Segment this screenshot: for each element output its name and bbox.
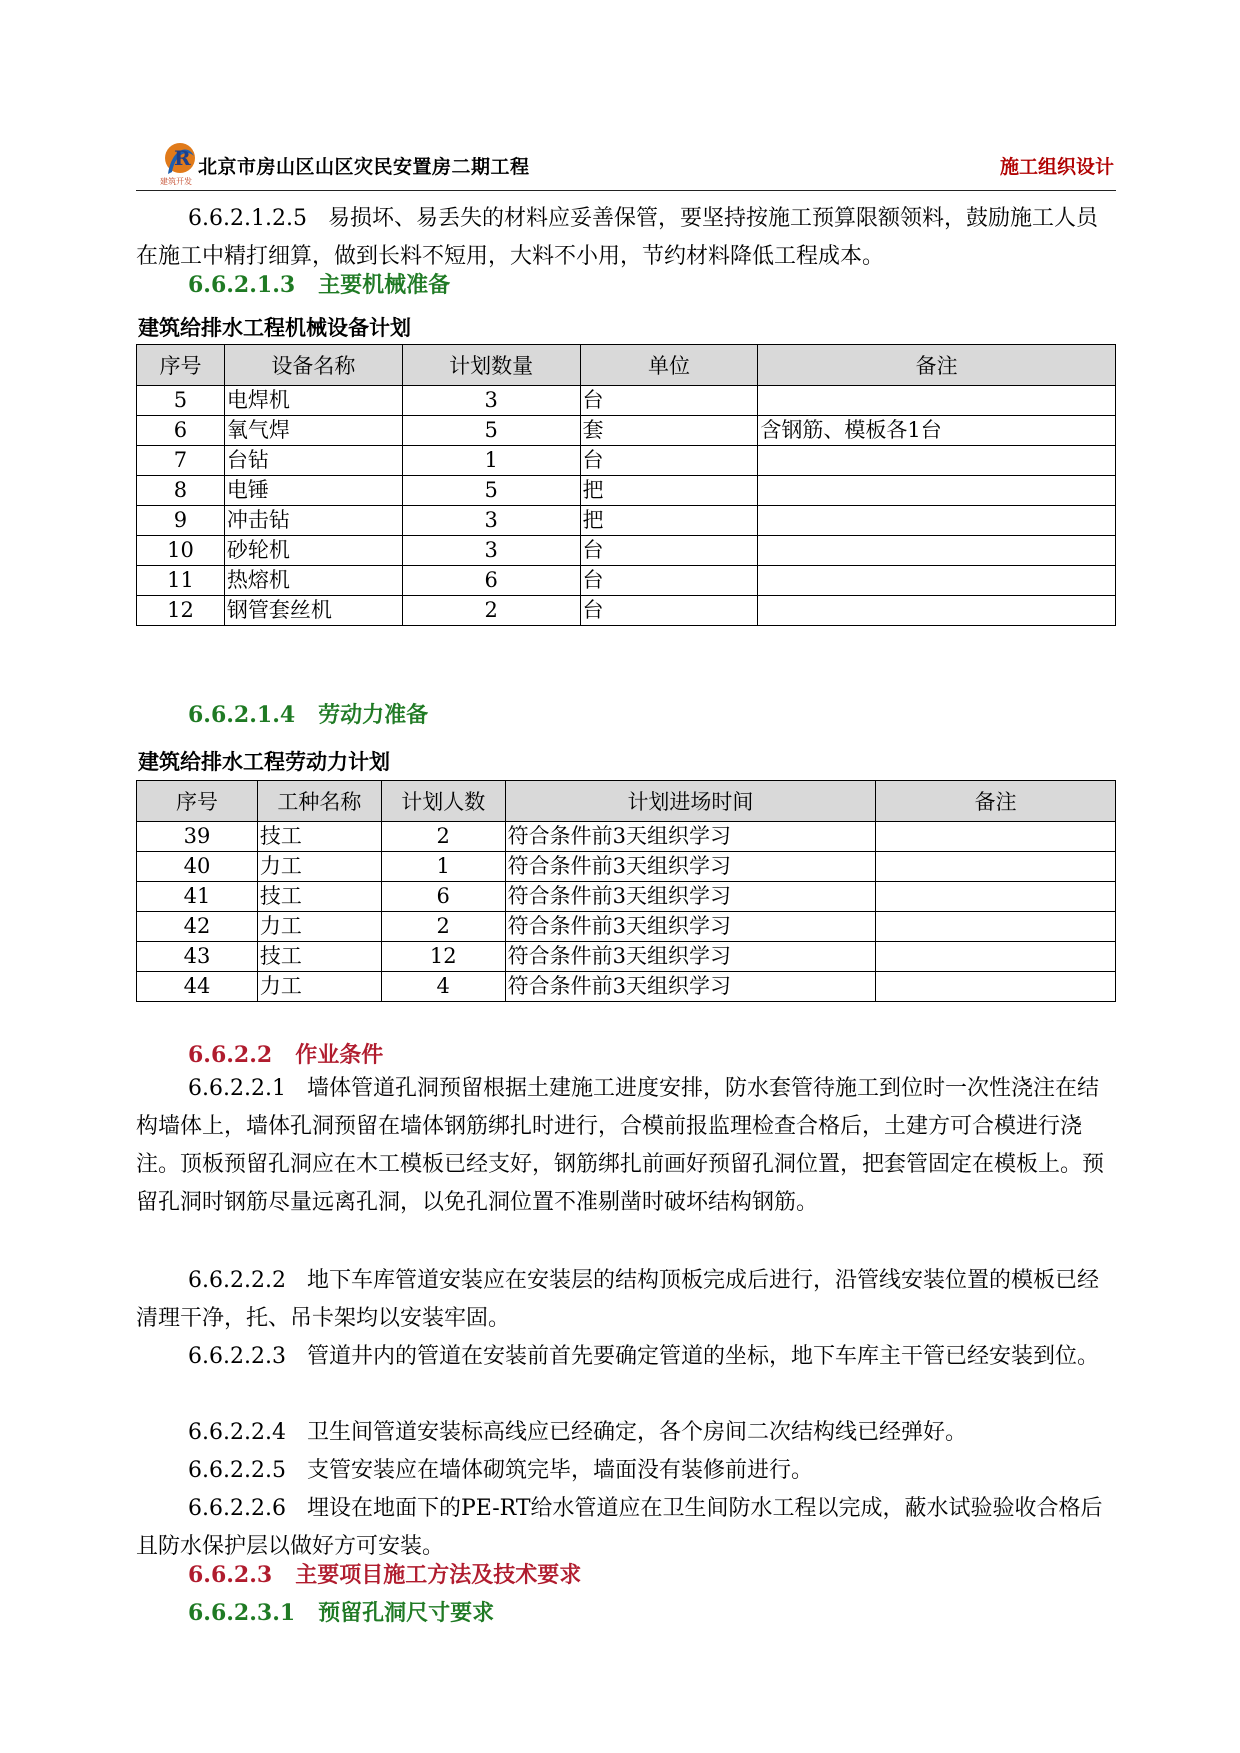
document-type-label: 施工组织设计 bbox=[999, 156, 1114, 178]
cell-entry-time: 符合条件前3天组织学习 bbox=[505, 852, 876, 882]
cell-remark bbox=[876, 822, 1116, 852]
table-row bbox=[137, 566, 1116, 596]
cell-headcount: 1 bbox=[381, 852, 505, 882]
table-row bbox=[137, 416, 1116, 446]
table-row bbox=[137, 386, 1116, 416]
cell-remark bbox=[876, 852, 1116, 882]
cell-no: 42 bbox=[137, 912, 258, 942]
cell-entry-time: 符合条件前3天组织学习 bbox=[505, 822, 876, 852]
table-header-row bbox=[137, 781, 1116, 822]
condition-number: 6.6.2.2.5 bbox=[188, 1458, 286, 1483]
logo-text: 建筑开发 bbox=[160, 177, 192, 186]
cell-unit: 台 bbox=[580, 596, 758, 626]
svg-text:R: R bbox=[174, 146, 191, 170]
cell-quantity: 2 bbox=[402, 596, 580, 626]
cell-trade: 技工 bbox=[257, 882, 381, 912]
col-header: 设备名称 bbox=[224, 345, 402, 386]
cell-unit: 台 bbox=[580, 566, 758, 596]
heading-machinery-title: 主要机械准备 bbox=[318, 272, 451, 298]
heading-methods-number: 6.6.2.3 bbox=[188, 1562, 273, 1588]
cell-unit: 台 bbox=[580, 536, 758, 566]
cell-equipment: 氧气焊 bbox=[224, 416, 402, 446]
condition-paragraph bbox=[136, 1070, 1116, 1222]
condition-paragraph bbox=[136, 1490, 1116, 1566]
heading-labor-number: 6.6.2.1.4 bbox=[188, 702, 296, 728]
cell-no: 43 bbox=[137, 942, 258, 972]
condition-paragraph bbox=[136, 1414, 1116, 1452]
heading-holes bbox=[188, 1596, 494, 1627]
cell-no: 5 bbox=[137, 386, 225, 416]
table-row bbox=[137, 912, 1116, 942]
condition-paragraph bbox=[136, 1262, 1116, 1338]
company-logo bbox=[158, 138, 200, 188]
col-header: 计划人数 bbox=[381, 781, 505, 822]
cell-remark bbox=[758, 476, 1116, 506]
condition-text: 支管安装应在墙体砌筑完毕，墙面没有装修前进行。 bbox=[306, 1458, 813, 1483]
cell-entry-time: 符合条件前3天组织学习 bbox=[505, 882, 876, 912]
table-row bbox=[137, 446, 1116, 476]
condition-paragraph bbox=[136, 1452, 1116, 1490]
cell-headcount: 6 bbox=[381, 882, 505, 912]
condition-text: 管道井内的管道在安装前首先要确定管道的坐标，地下车库主干管已经安装到位。 bbox=[306, 1344, 1099, 1369]
condition-number: 6.6.2.2.6 bbox=[188, 1496, 286, 1521]
col-header: 序号 bbox=[137, 781, 258, 822]
condition-paragraph bbox=[136, 1338, 1116, 1376]
heading-methods bbox=[188, 1558, 581, 1589]
cell-entry-time: 符合条件前3天组织学习 bbox=[505, 972, 876, 1002]
cell-no: 8 bbox=[137, 476, 225, 506]
cell-no: 12 bbox=[137, 596, 225, 626]
heading-machinery-number: 6.6.2.1.3 bbox=[188, 272, 296, 298]
cell-remark bbox=[758, 536, 1116, 566]
cell-unit: 台 bbox=[580, 446, 758, 476]
cell-quantity: 6 bbox=[402, 566, 580, 596]
heading-holes-number: 6.6.2.3.1 bbox=[188, 1600, 296, 1626]
cell-no: 41 bbox=[137, 882, 258, 912]
cell-remark bbox=[876, 882, 1116, 912]
machinery-table-caption: 建筑给排水工程机械设备计划 bbox=[138, 315, 411, 340]
table-row bbox=[137, 852, 1116, 882]
heading-machinery bbox=[188, 268, 450, 299]
cell-unit: 把 bbox=[580, 476, 758, 506]
table-row bbox=[137, 536, 1116, 566]
cell-remark bbox=[758, 386, 1116, 416]
heading-conditions-number: 6.6.2.2 bbox=[188, 1042, 273, 1068]
labor-table bbox=[136, 780, 1116, 1002]
table-row bbox=[137, 882, 1116, 912]
cell-trade: 技工 bbox=[257, 822, 381, 852]
cell-headcount: 2 bbox=[381, 912, 505, 942]
heading-labor-title: 劳动力准备 bbox=[318, 702, 429, 728]
condition-number: 6.6.2.2.2 bbox=[188, 1268, 286, 1293]
cell-entry-time: 符合条件前3天组织学习 bbox=[505, 942, 876, 972]
cell-no: 40 bbox=[137, 852, 258, 882]
cell-no: 6 bbox=[137, 416, 225, 446]
condition-text: 地下车库管道安装应在安装层的结构顶板完成后进行，沿管线安装位置的模板已经清理干净，托、吊卡架均以安装牢固。 bbox=[136, 1268, 1099, 1331]
cell-quantity: 3 bbox=[402, 536, 580, 566]
cell-unit: 套 bbox=[580, 416, 758, 446]
cell-remark bbox=[876, 912, 1116, 942]
cell-no: 11 bbox=[137, 566, 225, 596]
table-row bbox=[137, 942, 1116, 972]
cell-trade: 力工 bbox=[257, 972, 381, 1002]
cell-headcount: 12 bbox=[381, 942, 505, 972]
table-row bbox=[137, 972, 1116, 1002]
cell-no: 7 bbox=[137, 446, 225, 476]
col-header: 备注 bbox=[758, 345, 1116, 386]
cell-remark bbox=[876, 942, 1116, 972]
heading-methods-title: 主要项目施工方法及技术要求 bbox=[295, 1562, 582, 1588]
condition-text: 卫生间管道安装标高线应已经确定，各个房间二次结构线已经弹好。 bbox=[306, 1420, 967, 1445]
cell-quantity: 3 bbox=[402, 506, 580, 536]
cell-trade: 技工 bbox=[257, 942, 381, 972]
intro-text: 易损坏、易丢失的材料应妥善保管，要坚持按施工预算限额领料，鼓励施工人员在施工中精打细算，做到长料不短用，大料不小用，节约材料降低工程成本。 bbox=[136, 206, 1098, 269]
cell-no: 39 bbox=[137, 822, 258, 852]
table-row bbox=[137, 596, 1116, 626]
condition-text: 墙体管道孔洞预留根据土建施工进度安排，防水套管待施工到位时一次性浇注在结构墙体上，墙体孔洞预留在墙体钢筋绑扎时进行，合模前报监理检查合格后，土建方可合模进行浇注。顶板预留孔洞应在木工模板已经支好，钢筋绑扎前画好预留孔洞位置，把套管固定在模板上。预留孔洞时钢筋尽量远离孔洞，以免孔洞位置不准剔凿时破坏结构钢筋。 bbox=[136, 1076, 1105, 1215]
intro-number: 6.6.2.1.2.5 bbox=[188, 206, 307, 231]
table-header-row bbox=[137, 345, 1116, 386]
condition-text: 埋设在地面下的PE-RT给水管道应在卫生间防水工程以完成，蔽水试验验收合格后且防水保护层以做好方可安装。 bbox=[136, 1496, 1103, 1559]
heading-labor bbox=[188, 698, 428, 729]
col-header: 序号 bbox=[137, 345, 225, 386]
heading-holes-title: 预留孔洞尺寸要求 bbox=[318, 1600, 495, 1626]
page-header bbox=[136, 138, 1116, 191]
table-row bbox=[137, 476, 1116, 506]
labor-table-caption: 建筑给排水工程劳动力计划 bbox=[138, 749, 390, 774]
col-header: 单位 bbox=[580, 345, 758, 386]
project-title: 北京市房山区山区灾民安置房二期工程 bbox=[198, 156, 530, 178]
cell-equipment: 热熔机 bbox=[224, 566, 402, 596]
intro-paragraph bbox=[136, 200, 1116, 276]
heading-conditions-title: 作业条件 bbox=[295, 1042, 384, 1068]
col-header: 计划进场时间 bbox=[505, 781, 876, 822]
cell-equipment: 电锤 bbox=[224, 476, 402, 506]
cell-trade: 力工 bbox=[257, 852, 381, 882]
cell-remark bbox=[758, 596, 1116, 626]
cell-entry-time: 符合条件前3天组织学习 bbox=[505, 912, 876, 942]
cell-equipment: 砂轮机 bbox=[224, 536, 402, 566]
cell-remark bbox=[876, 972, 1116, 1002]
cell-headcount: 2 bbox=[381, 822, 505, 852]
cell-unit: 把 bbox=[580, 506, 758, 536]
cell-equipment: 钢管套丝机 bbox=[224, 596, 402, 626]
col-header: 计划数量 bbox=[402, 345, 580, 386]
heading-conditions bbox=[188, 1038, 383, 1069]
table-row bbox=[137, 822, 1116, 852]
condition-number: 6.6.2.2.1 bbox=[188, 1076, 286, 1101]
cell-trade: 力工 bbox=[257, 912, 381, 942]
cell-unit: 台 bbox=[580, 386, 758, 416]
cell-no: 44 bbox=[137, 972, 258, 1002]
cell-no: 10 bbox=[137, 536, 225, 566]
cell-headcount: 4 bbox=[381, 972, 505, 1002]
cell-quantity: 5 bbox=[402, 476, 580, 506]
cell-remark bbox=[758, 566, 1116, 596]
col-header: 工种名称 bbox=[257, 781, 381, 822]
cell-quantity: 5 bbox=[402, 416, 580, 446]
cell-equipment: 台钻 bbox=[224, 446, 402, 476]
cell-equipment: 电焊机 bbox=[224, 386, 402, 416]
cell-remark: 含钢筋、模板各1台 bbox=[758, 416, 1116, 446]
cell-quantity: 3 bbox=[402, 386, 580, 416]
col-header: 备注 bbox=[876, 781, 1116, 822]
machinery-table bbox=[136, 344, 1116, 626]
table-row bbox=[137, 506, 1116, 536]
cell-remark bbox=[758, 446, 1116, 476]
cell-equipment: 冲击钻 bbox=[224, 506, 402, 536]
condition-number: 6.6.2.2.4 bbox=[188, 1420, 286, 1445]
cell-remark bbox=[758, 506, 1116, 536]
cell-quantity: 1 bbox=[402, 446, 580, 476]
cell-no: 9 bbox=[137, 506, 225, 536]
condition-number: 6.6.2.2.3 bbox=[188, 1344, 286, 1369]
